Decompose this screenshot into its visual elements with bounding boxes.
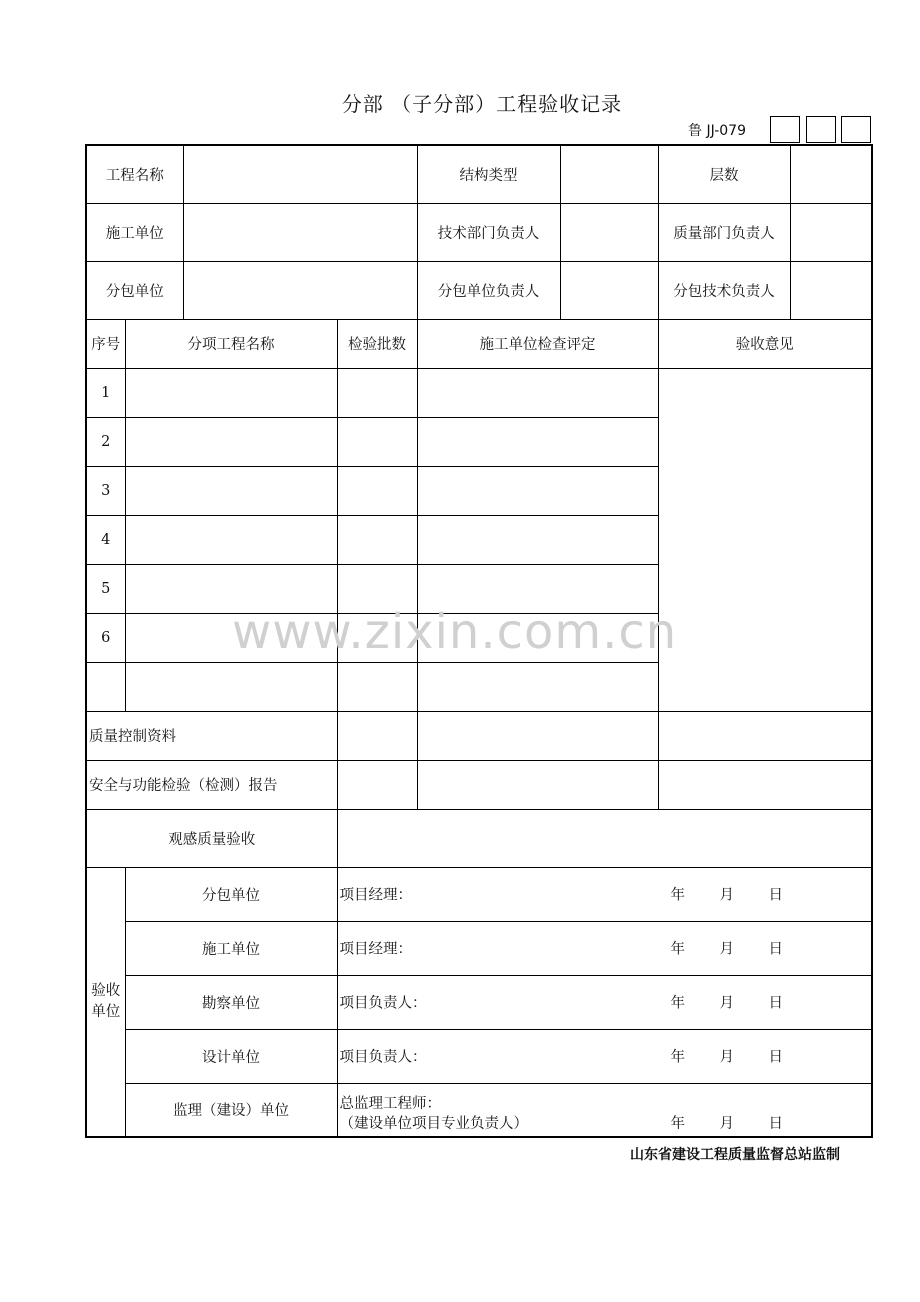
item-row-name[interactable] xyxy=(125,613,337,662)
signer-role: 项目负责人： xyxy=(339,995,427,1012)
date-month: 月 xyxy=(719,995,734,1012)
signer-role: 项目负责人： xyxy=(339,1049,427,1066)
unit-name: 勘察单位 xyxy=(125,975,337,1029)
item-row-name[interactable] xyxy=(125,662,337,711)
col-opinion-header: 验收意见 xyxy=(658,319,872,368)
date-year: 年 xyxy=(670,941,685,958)
item-row-evaluation[interactable] xyxy=(417,613,658,662)
item-row-no: 5 xyxy=(86,564,125,613)
date-day: 日 xyxy=(768,887,783,904)
subcontract-unit-head-label: 分包单位负责人 xyxy=(417,261,560,319)
subcontract-tech-head-label: 分包技术负责人 xyxy=(658,261,790,319)
acceptance-units-label xyxy=(86,867,125,1137)
date-field xyxy=(671,1112,818,1133)
safety-function-report-label: 安全与功能检验（检测）报告 xyxy=(86,760,337,809)
item-row-batches[interactable] xyxy=(337,662,417,711)
item-row-evaluation[interactable] xyxy=(417,368,658,417)
signature-field[interactable] xyxy=(337,921,872,975)
subcontract-unit-head-value[interactable] xyxy=(560,261,658,319)
safety-function-report-batches[interactable] xyxy=(337,760,417,809)
subcontract-unit-label: 分包单位 xyxy=(86,261,183,319)
quality-dept-head-value[interactable] xyxy=(790,203,872,261)
item-row-batches[interactable] xyxy=(337,613,417,662)
date-field xyxy=(671,1046,818,1067)
date-year: 年 xyxy=(670,995,685,1012)
item-row-no: 6 xyxy=(86,613,125,662)
item-row-evaluation[interactable] xyxy=(417,417,658,466)
signer-role: 项目经理： xyxy=(339,941,412,958)
date-day: 日 xyxy=(768,941,783,958)
quality-control-docs-batches[interactable] xyxy=(337,711,417,760)
item-row-batches[interactable] xyxy=(337,515,417,564)
date-month: 月 xyxy=(719,1049,734,1066)
date-month: 月 xyxy=(719,887,734,904)
footer-issuer: 山东省建设工程质量监督总站监制 xyxy=(630,1147,840,1163)
col-name-header: 分项工程名称 xyxy=(125,319,337,368)
structure-type-value[interactable] xyxy=(560,145,658,203)
date-month: 月 xyxy=(719,1115,734,1132)
item-row-batches[interactable] xyxy=(337,466,417,515)
code-box-3[interactable] xyxy=(841,116,871,143)
date-day: 日 xyxy=(768,1115,783,1132)
col-evaluation-header: 施工单位检查评定 xyxy=(417,319,658,368)
project-name-value[interactable] xyxy=(183,145,417,203)
construction-unit-label: 施工单位 xyxy=(86,203,183,261)
supervision-signature-field[interactable] xyxy=(337,1083,872,1137)
quality-control-docs-opinion[interactable] xyxy=(658,711,872,760)
form-main xyxy=(85,144,873,1138)
date-field xyxy=(671,884,818,905)
item-row-evaluation[interactable] xyxy=(417,662,658,711)
item-row-name[interactable] xyxy=(125,564,337,613)
item-row-name[interactable] xyxy=(125,466,337,515)
item-row-name[interactable] xyxy=(125,417,337,466)
date-year: 年 xyxy=(670,887,685,904)
col-no-header: 序号 xyxy=(86,319,125,368)
code-box-1[interactable] xyxy=(770,116,800,143)
tech-dept-head-label: 技术部门负责人 xyxy=(417,203,560,261)
project-name-label: 工程名称 xyxy=(86,145,183,203)
item-row-no: 2 xyxy=(86,417,125,466)
construction-unit-value[interactable] xyxy=(183,203,417,261)
item-row-evaluation[interactable] xyxy=(417,564,658,613)
item-row-no: 1 xyxy=(86,368,125,417)
supervision-role-line1: 总监理工程师： xyxy=(339,1095,441,1112)
item-row-evaluation[interactable] xyxy=(417,515,658,564)
item-row-batches[interactable] xyxy=(337,417,417,466)
item-row-name[interactable] xyxy=(125,368,337,417)
structure-type-label: 结构类型 xyxy=(417,145,560,203)
tech-dept-head-value[interactable] xyxy=(560,203,658,261)
unit-name: 施工单位 xyxy=(125,921,337,975)
acceptance-opinion-area[interactable] xyxy=(658,368,872,711)
subcontract-tech-head-value[interactable] xyxy=(790,261,872,319)
quality-control-docs-label: 质量控制资料 xyxy=(86,711,337,760)
quality-dept-head-label: 质量部门负责人 xyxy=(658,203,790,261)
code-box-2[interactable] xyxy=(806,116,836,143)
signature-field[interactable] xyxy=(337,1029,872,1083)
date-field xyxy=(671,992,818,1013)
col-batches-header: 检验批数 xyxy=(337,319,417,368)
appearance-quality-value[interactable] xyxy=(337,809,872,867)
date-field xyxy=(671,938,818,959)
watermark: www.zixin.com.cn xyxy=(232,604,678,660)
date-day: 日 xyxy=(768,1049,783,1066)
item-row-name[interactable] xyxy=(125,515,337,564)
supervision-role-line2: （建设单位项目专业负责人） xyxy=(339,1115,528,1132)
safety-function-report-evaluation[interactable] xyxy=(417,760,658,809)
quality-control-docs-evaluation[interactable] xyxy=(417,711,658,760)
date-year: 年 xyxy=(670,1115,685,1132)
signature-field[interactable] xyxy=(337,867,872,921)
date-month: 月 xyxy=(719,941,734,958)
subcontract-unit-value[interactable] xyxy=(183,261,417,319)
unit-name: 设计单位 xyxy=(125,1029,337,1083)
page-title: 分部 （子分部）工程验收记录 xyxy=(341,92,623,116)
item-row-evaluation[interactable] xyxy=(417,466,658,515)
signature-field[interactable] xyxy=(337,975,872,1029)
signer-role: 项目经理： xyxy=(339,887,412,904)
safety-function-report-opinion[interactable] xyxy=(658,760,872,809)
unit-name: 分包单位 xyxy=(125,867,337,921)
floors-label: 层数 xyxy=(658,145,790,203)
acceptance-units-label-line1: 验收 xyxy=(91,982,121,999)
item-row-no: 3 xyxy=(86,466,125,515)
form-code: 鲁 JJ-079 xyxy=(688,123,746,139)
item-row-no xyxy=(86,662,125,711)
date-year: 年 xyxy=(670,1049,685,1066)
supervision-unit-name: 监理（建设）单位 xyxy=(125,1083,337,1137)
floors-value[interactable] xyxy=(790,145,872,203)
item-row-batches[interactable] xyxy=(337,368,417,417)
item-row-no: 4 xyxy=(86,515,125,564)
item-row-batches[interactable] xyxy=(337,564,417,613)
acceptance-units-label-line2: 单位 xyxy=(91,1003,121,1020)
date-day: 日 xyxy=(768,995,783,1012)
appearance-quality-label: 观感质量验收 xyxy=(86,809,337,867)
